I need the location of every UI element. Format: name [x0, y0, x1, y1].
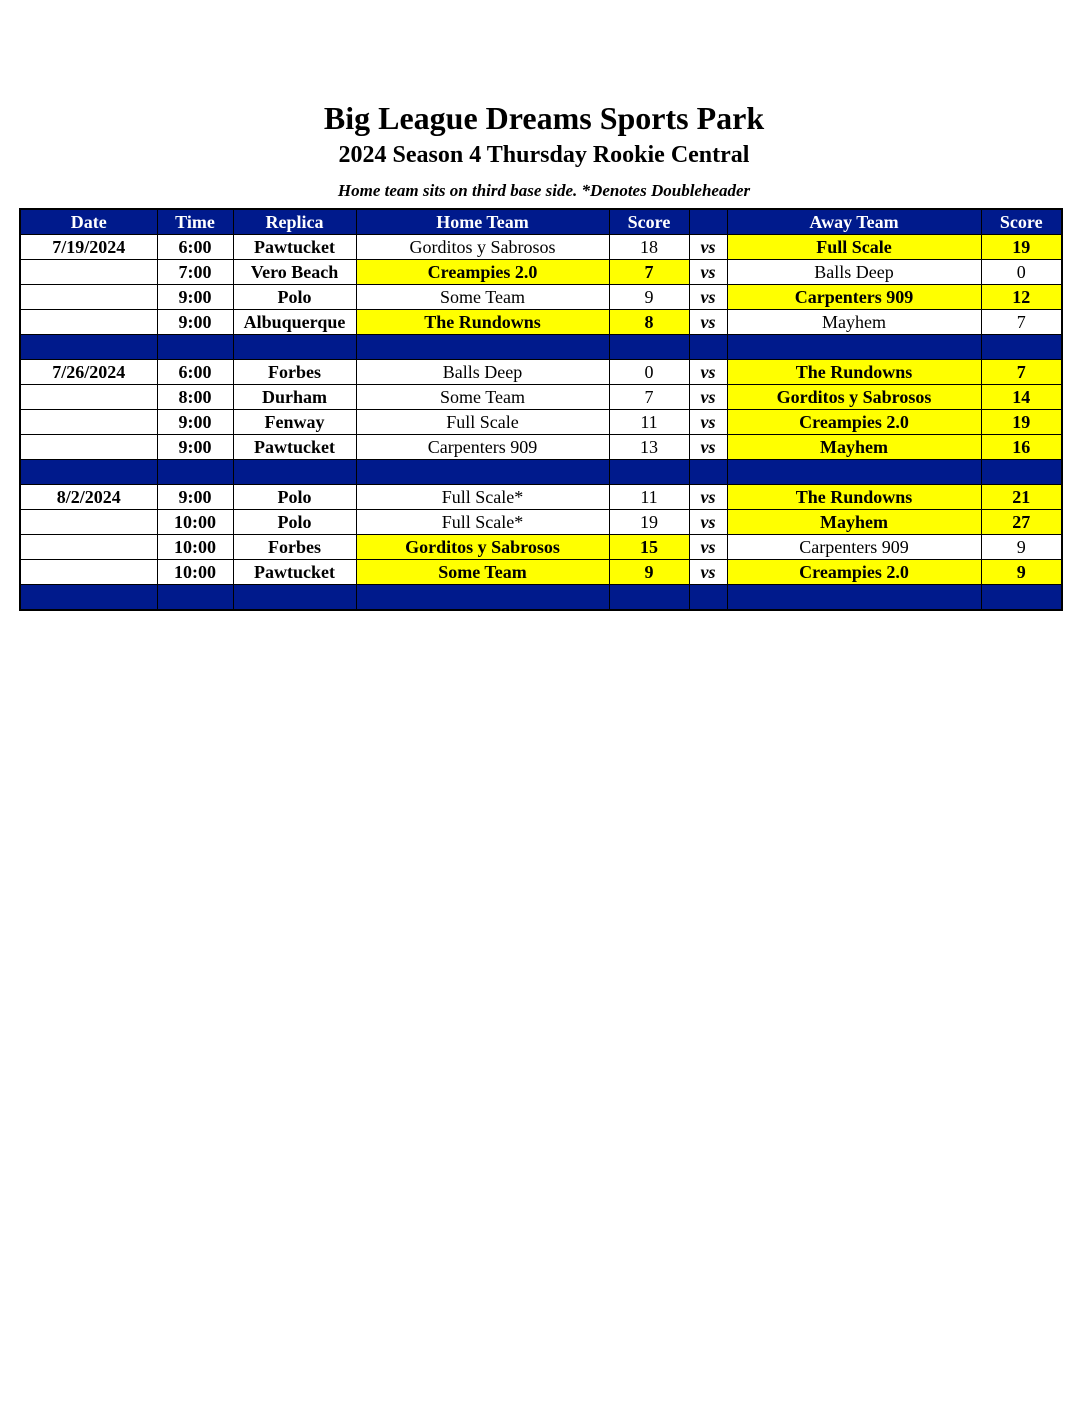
page-title: Big League Dreams Sports Park	[323, 100, 765, 136]
page-subtitle: 2024 Season 4 Thursday Rookie Central	[338, 142, 750, 168]
table-row	[20, 385, 1062, 410]
table-row	[20, 310, 1062, 335]
away-score-cell: 9	[981, 560, 1062, 585]
separator-cell	[981, 585, 1062, 611]
home-score-cell: 11	[609, 410, 689, 435]
away-score-cell: 9	[981, 535, 1062, 560]
home-team-cell: Gorditos y Sabrosos	[356, 535, 609, 560]
home-score-cell: 8	[609, 310, 689, 335]
date-cell: 7/19/2024	[20, 235, 157, 260]
table-row	[20, 510, 1062, 535]
home-team-cell: Full Scale	[356, 410, 609, 435]
vs-cell: vs	[689, 535, 727, 560]
separator-cell	[356, 585, 609, 611]
date-cell: 8/2/2024	[20, 485, 157, 510]
away-team-cell: Mayhem	[727, 435, 981, 460]
time-cell: 7:00	[157, 260, 233, 285]
home-score-cell: 13	[609, 435, 689, 460]
week-separator-row	[20, 460, 1062, 485]
home-score-cell: 18	[609, 235, 689, 260]
separator-cell	[20, 335, 157, 360]
vs-cell: vs	[689, 235, 727, 260]
separator-cell	[609, 585, 689, 611]
week-separator-row	[20, 335, 1062, 360]
vs-cell: vs	[689, 410, 727, 435]
away-team-cell: Creampies 2.0	[727, 560, 981, 585]
table-row	[20, 485, 1062, 510]
away-score-cell: 19	[981, 410, 1062, 435]
vs-cell: vs	[689, 260, 727, 285]
time-cell: 9:00	[157, 435, 233, 460]
week-separator-row	[20, 585, 1062, 611]
time-cell: 8:00	[157, 385, 233, 410]
home-team-cell: Gorditos y Sabrosos	[356, 235, 609, 260]
replica-cell: Polo	[233, 285, 356, 310]
replica-cell: Albuquerque	[233, 310, 356, 335]
home-team-cell: Full Scale*	[356, 485, 609, 510]
col-header-home-score: Score	[609, 209, 689, 235]
date-cell: 7/26/2024	[20, 360, 157, 385]
date-cell	[20, 285, 157, 310]
separator-cell	[233, 460, 356, 485]
replica-cell: Polo	[233, 510, 356, 535]
header-row	[20, 209, 1062, 235]
replica-cell: Forbes	[233, 535, 356, 560]
away-score-cell: 19	[981, 235, 1062, 260]
separator-cell	[157, 585, 233, 611]
separator-cell	[233, 335, 356, 360]
away-team-cell: Carpenters 909	[727, 285, 981, 310]
separator-cell	[356, 335, 609, 360]
vs-cell: vs	[689, 310, 727, 335]
home-team-cell: Some Team	[356, 560, 609, 585]
away-team-cell: Gorditos y Sabrosos	[727, 385, 981, 410]
time-cell: 9:00	[157, 310, 233, 335]
replica-cell: Pawtucket	[233, 560, 356, 585]
table-row	[20, 535, 1062, 560]
home-score-cell: 9	[609, 285, 689, 310]
col-header-time: Time	[157, 209, 233, 235]
separator-cell	[233, 585, 356, 611]
time-cell: 9:00	[157, 285, 233, 310]
table-row	[20, 560, 1062, 585]
schedule-table	[19, 208, 1063, 611]
vs-cell: vs	[689, 360, 727, 385]
home-team-cell: Some Team	[356, 385, 609, 410]
time-cell: 10:00	[157, 560, 233, 585]
home-score-cell: 11	[609, 485, 689, 510]
separator-cell	[727, 585, 981, 611]
col-header-away-team: Away Team	[727, 209, 981, 235]
col-header-home-team: Home Team	[356, 209, 609, 235]
away-score-cell: 27	[981, 510, 1062, 535]
time-cell: 6:00	[157, 360, 233, 385]
separator-cell	[157, 460, 233, 485]
schedule-body	[20, 235, 1062, 611]
home-score-cell: 19	[609, 510, 689, 535]
time-cell: 6:00	[157, 235, 233, 260]
separator-cell	[981, 460, 1062, 485]
away-team-cell: Balls Deep	[727, 260, 981, 285]
date-cell	[20, 535, 157, 560]
home-team-cell: Creampies 2.0	[356, 260, 609, 285]
time-cell: 10:00	[157, 535, 233, 560]
vs-cell: vs	[689, 385, 727, 410]
home-score-cell: 0	[609, 360, 689, 385]
table-row	[20, 410, 1062, 435]
table-row	[20, 360, 1062, 385]
vs-cell: vs	[689, 510, 727, 535]
home-team-cell: Some Team	[356, 285, 609, 310]
away-score-cell: 14	[981, 385, 1062, 410]
vs-cell: vs	[689, 560, 727, 585]
schedule-note: Home team sits on third base side. *Denotes Doubleheader	[337, 181, 751, 200]
away-score-cell: 0	[981, 260, 1062, 285]
away-team-cell: Carpenters 909	[727, 535, 981, 560]
replica-cell: Vero Beach	[233, 260, 356, 285]
away-team-cell: Full Scale	[727, 235, 981, 260]
away-score-cell: 16	[981, 435, 1062, 460]
away-score-cell: 7	[981, 310, 1062, 335]
vs-cell: vs	[689, 285, 727, 310]
away-score-cell: 12	[981, 285, 1062, 310]
date-cell	[20, 260, 157, 285]
col-header-date: Date	[20, 209, 157, 235]
separator-cell	[981, 335, 1062, 360]
separator-cell	[20, 460, 157, 485]
table-row	[20, 435, 1062, 460]
date-cell	[20, 560, 157, 585]
vs-cell: vs	[689, 485, 727, 510]
separator-cell	[689, 335, 727, 360]
away-team-cell: Mayhem	[727, 510, 981, 535]
home-team-cell: Full Scale*	[356, 510, 609, 535]
away-score-cell: 7	[981, 360, 1062, 385]
time-cell: 9:00	[157, 485, 233, 510]
away-team-cell: Mayhem	[727, 310, 981, 335]
away-team-cell: Creampies 2.0	[727, 410, 981, 435]
separator-cell	[727, 335, 981, 360]
separator-cell	[689, 585, 727, 611]
separator-cell	[689, 460, 727, 485]
home-team-cell: The Rundowns	[356, 310, 609, 335]
replica-cell: Pawtucket	[233, 235, 356, 260]
time-cell: 9:00	[157, 410, 233, 435]
col-header-replica: Replica	[233, 209, 356, 235]
home-score-cell: 7	[609, 260, 689, 285]
vs-cell: vs	[689, 435, 727, 460]
time-cell: 10:00	[157, 510, 233, 535]
date-cell	[20, 510, 157, 535]
separator-cell	[20, 585, 157, 611]
home-score-cell: 15	[609, 535, 689, 560]
table-row	[20, 260, 1062, 285]
col-header-vs	[689, 209, 727, 235]
date-cell	[20, 435, 157, 460]
separator-cell	[609, 460, 689, 485]
col-header-away-score: Score	[981, 209, 1062, 235]
separator-cell	[157, 335, 233, 360]
replica-cell: Forbes	[233, 360, 356, 385]
table-row	[20, 235, 1062, 260]
home-team-cell: Balls Deep	[356, 360, 609, 385]
away-score-cell: 21	[981, 485, 1062, 510]
date-cell	[20, 385, 157, 410]
home-score-cell: 9	[609, 560, 689, 585]
replica-cell: Durham	[233, 385, 356, 410]
separator-cell	[356, 460, 609, 485]
replica-cell: Pawtucket	[233, 435, 356, 460]
replica-cell: Polo	[233, 485, 356, 510]
home-score-cell: 7	[609, 385, 689, 410]
away-team-cell: The Rundowns	[727, 485, 981, 510]
home-team-cell: Carpenters 909	[356, 435, 609, 460]
replica-cell: Fenway	[233, 410, 356, 435]
separator-cell	[609, 335, 689, 360]
separator-cell	[727, 460, 981, 485]
away-team-cell: The Rundowns	[727, 360, 981, 385]
date-cell	[20, 410, 157, 435]
table-row	[20, 285, 1062, 310]
date-cell	[20, 310, 157, 335]
